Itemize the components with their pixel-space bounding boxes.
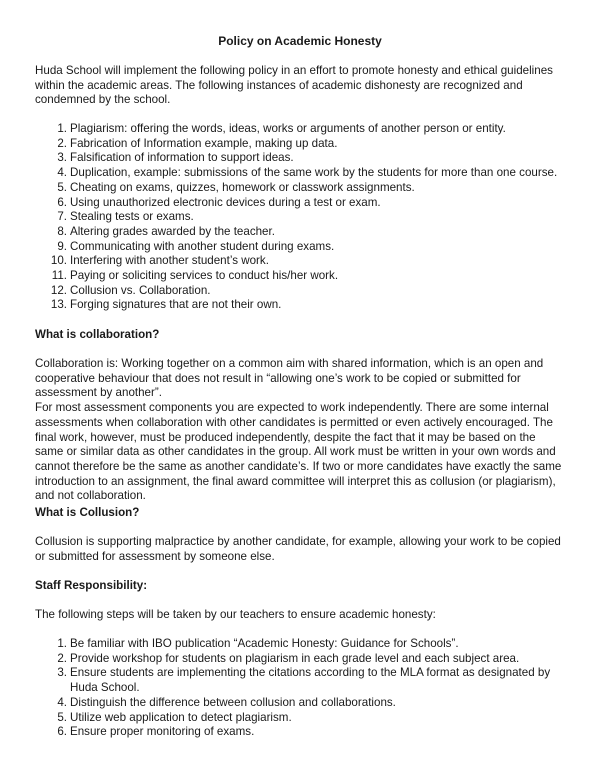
list-item-number: 6. xyxy=(57,725,67,739)
list-item-text: Paying or soliciting services to conduct his/her work. xyxy=(70,269,339,283)
list-item-number: 12. xyxy=(50,283,67,297)
collaboration-heading: What is collaboration? xyxy=(35,328,160,341)
list-item-text: Provide workshop for students on plagiarism in each grade level and each subject area. xyxy=(70,651,520,665)
list-item xyxy=(35,284,564,299)
list-item-number: 1. xyxy=(57,122,67,135)
staff-steps-list xyxy=(35,637,564,740)
list-item xyxy=(35,181,564,196)
list-item-text: Collusion vs. Collaboration. xyxy=(70,283,211,297)
list-item-text: Be familiar with IBO publication “Academic Honesty: Guidance for Schools”. xyxy=(70,637,459,650)
list-item-text: Communicating with another student during exams. xyxy=(70,239,335,253)
list-item-number: 4. xyxy=(57,166,67,180)
list-item xyxy=(35,652,564,667)
list-item xyxy=(35,225,564,240)
collusion-heading: What is Collusion? xyxy=(35,506,140,519)
list-item-number: 5. xyxy=(57,710,67,724)
list-item-number: 8. xyxy=(57,224,67,238)
list-item xyxy=(35,637,564,652)
list-item xyxy=(35,240,564,255)
staff-intro: The following steps will be taken by our teachers to ensure academic honesty: xyxy=(35,608,436,621)
collaboration-definition: Collaboration is: Working together on a common aim with shared information, which is an open and cooperative behaviour that does not result in “allowing one’s work to be copied or submitted for assessment by another”. xyxy=(35,357,544,400)
list-item-text: Forging signatures that are not their own. xyxy=(70,298,282,312)
list-item-number: 7. xyxy=(57,210,67,224)
list-item-text: Stealing tests or exams. xyxy=(70,210,194,224)
list-item xyxy=(35,711,564,726)
list-item-number: 2. xyxy=(57,651,67,665)
list-item xyxy=(35,210,564,225)
dishonesty-list xyxy=(35,122,564,313)
list-item-text: Distinguish the difference between collusion and collaborations. xyxy=(70,695,396,709)
list-item-text: Ensure proper monitoring of exams. xyxy=(70,725,255,739)
list-item-number: 3. xyxy=(57,151,67,165)
intro-paragraph: Huda School will implement the following policy in an effort to promote honesty and ethical guidelines within the academic areas. The following instances of academic dishonesty are recognized and condemned by the school. xyxy=(35,64,553,107)
list-item-text: Using unauthorized electronic devices during a test or exam. xyxy=(70,195,381,209)
list-item xyxy=(35,137,564,152)
list-item-text: Altering grades awarded by the teacher. xyxy=(70,224,275,238)
list-item-number: 3. xyxy=(57,666,67,680)
list-item-text: Cheating on exams, quizzes, homework or classwork assignments. xyxy=(70,180,415,194)
list-item xyxy=(35,696,564,711)
list-item-number: 4. xyxy=(57,695,67,709)
list-item-text: Ensure students are implementing the citations according to the MLA format as designated by Huda School. xyxy=(70,666,551,695)
list-item xyxy=(35,269,564,284)
list-item-text: Duplication, example: submissions of the same work by the students for more than one course. xyxy=(70,166,558,180)
list-item xyxy=(35,151,564,166)
list-item-text: Plagiarism: offering the words, ideas, works or arguments of another person or entity. xyxy=(70,122,506,135)
list-item-number: 9. xyxy=(57,239,67,253)
list-item-number: 10. xyxy=(50,254,67,268)
collaboration-section xyxy=(35,357,564,504)
list-item-number: 2. xyxy=(57,136,67,150)
collusion-definition: Collusion is supporting malpractice by another candidate, for example, allowing your work to be copied or submitted for assessment by someone else. xyxy=(35,535,561,563)
list-item-text: Utilize web application to detect plagiarism. xyxy=(70,710,292,724)
list-item-number: 5. xyxy=(57,180,67,194)
list-item xyxy=(35,254,564,269)
list-item-number: 6. xyxy=(57,195,67,209)
list-item xyxy=(35,725,564,740)
list-item-text: Interfering with another student’s work. xyxy=(70,254,269,268)
list-item xyxy=(35,298,564,313)
list-item xyxy=(35,666,564,695)
list-item xyxy=(35,122,564,137)
list-item xyxy=(35,166,564,181)
document-title: Policy on Academic Honesty xyxy=(218,34,382,48)
list-item-text: Falsification of information to support ideas. xyxy=(70,151,294,165)
list-item-number: 1. xyxy=(57,637,67,650)
list-item xyxy=(35,196,564,211)
collaboration-details: For most assessment components you are expected to work independently. There are some internal assessments when collaboration with other candidates is permitted or even actively encouraged. The final work, however, must be produced independently, despite the fact that it may be based on the same or similar data as other candidates in the group. All work must be written in your own words and cannot therefore be the same as another candidate’s. If two or more candidates have exactly the same introduction to an assignment, the final award committee will interpret this as collusion (or plagiarism), and not collaboration. xyxy=(35,401,562,503)
staff-heading: Staff Responsibility: xyxy=(35,579,148,592)
list-item-number: 11. xyxy=(51,269,67,283)
list-item-number: 13. xyxy=(50,298,67,312)
list-item-text: Fabrication of Information example, making up data. xyxy=(70,136,338,150)
